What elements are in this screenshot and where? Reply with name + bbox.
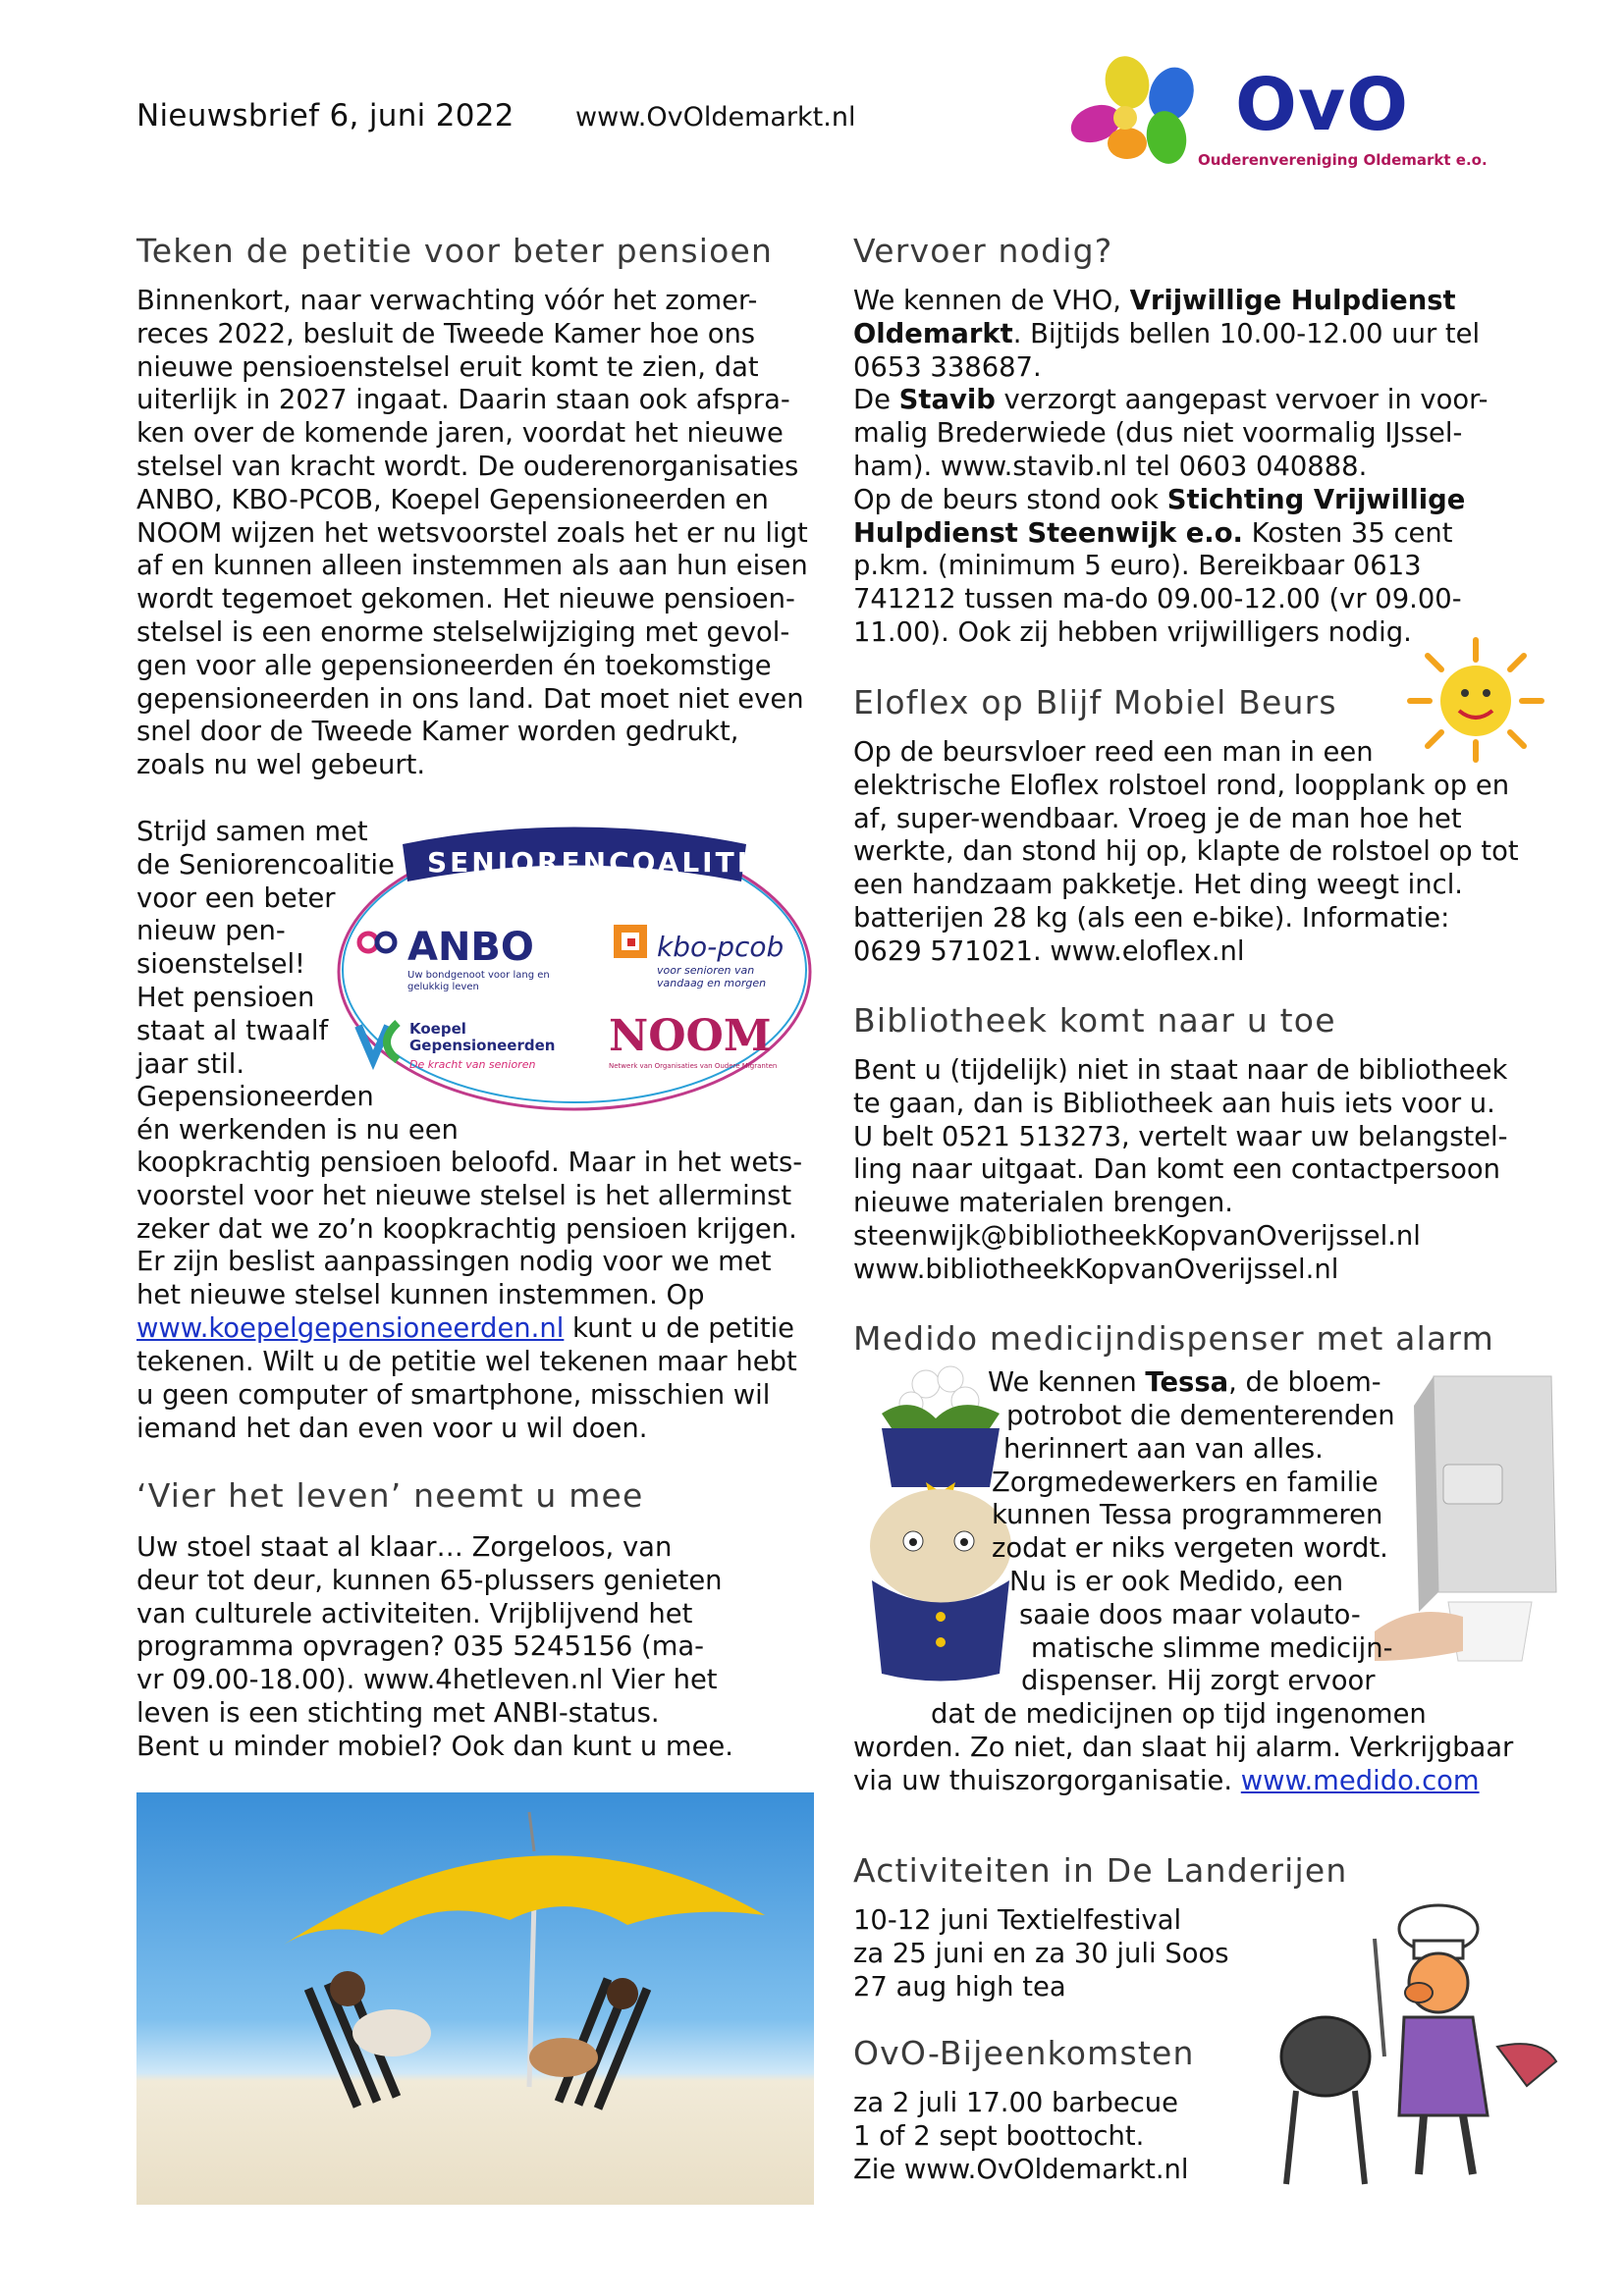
text-line: te gaan, dan is Bibliotheek aan huis iets voor u. [853,1088,1495,1119]
text-line: gepensioneerden in ons land. Dat moet niet even [136,683,804,715]
text-line: programma opvragen? 035 5245156 (ma- [136,1631,705,1663]
text-line: kunnen Tessa programmeren [992,1500,1383,1531]
petition-paragraph [136,285,808,782]
text-line: dispenser. Hij zorgt ervoor [1021,1666,1376,1697]
petition-link-line: www.koepelgepensioneerden.nl kunt u de petitie [136,1313,795,1344]
koepelgepensioneerden-link[interactable]: www.koepelgepensioneerden.nl [136,1313,565,1344]
text-line: zodat er niks vergeten wordt. [992,1533,1388,1565]
text-line: u geen computer of smartphone, misschien wil [136,1379,771,1411]
text-line: matische slimme medicijn- [1031,1632,1393,1664]
kbo-logo-text: kbo-pcob [657,931,785,963]
vier-paragraph [136,1531,733,1764]
text-line: voorstel voor het nieuwe stelsel is het allerminst [136,1180,792,1211]
bieb-heading: Bibliotheek komt naar u toe [853,1001,1336,1040]
text-line: herinnert aan van alles. [1003,1433,1324,1465]
logo-name: OvO [1235,63,1410,147]
text-line: nieuw pen- [136,916,286,947]
text-line: Strijd samen met [136,817,368,847]
text-line: nieuwe materialen brengen. [853,1188,1233,1219]
text-line: af en kunnen alleen instemmen als aan hun eisen [136,551,808,582]
noom-logo-text: NOOM [609,1011,772,1061]
text-line: stelsel is een enorme stelselwijziging met gevol- [136,616,790,648]
text-line: gen voor alle gepensioneerden én toekomstige [136,650,772,681]
text-line: deur tot deur, kunnen 65-plussers genieten [136,1565,723,1596]
text-line: Bent u minder mobiel? Ook dan kunt u mee. [136,1731,733,1762]
text-line: Zorgmedewerkers en familie [992,1467,1379,1498]
text-line: www.bibliotheekKopvanOverijssel.nl [853,1254,1339,1285]
text-line: af, super-wendbaar. Vroeg je de man hoe het [853,803,1462,834]
text-line: Er zijn beslist aanpassingen nodig voor we met [136,1247,772,1278]
eloflex-paragraph [853,736,1519,969]
landerijen-heading: Activiteiten in De Landerijen [853,1851,1348,1890]
list-item: 1 of 2 sept boottocht. [853,2120,1145,2152]
text-line: een handzaam pakketje. Het ding weegt incl. [853,870,1464,901]
text-line: vr 09.00-18.00). www.4hetleven.nl Vier het [136,1665,718,1696]
text-line: ling naar uitgaat. Dan komt een contactpersoon [853,1154,1501,1186]
text-line: stelsel van kracht wordt. De ouderenorganisaties [136,451,799,482]
text-line: elektrische Eloflex rolstoel rond, loopplank op en [853,770,1510,801]
text-line: nieuwe pensioenstelsel eruit komt te zien, dat [136,351,759,383]
logo-subtitle: Ouderenvereniging Oldemarkt e.o. [1198,151,1488,169]
kbo-tagline: voor senioren van vandaag en morgen [657,964,767,989]
vier-heading: ‘Vier het leven’ neemt u mee [136,1476,644,1515]
text-line: van culturele activiteiten. Vrijblijvend het [136,1598,693,1629]
list-item: za 2 juli 17.00 barbecue [853,2088,1178,2118]
text-line: Gepensioneerden [136,1082,374,1113]
text-line: het nieuwe stelsel kunnen instemmen. Op [136,1280,705,1311]
text-line: staat al twaalf [136,1015,329,1046]
text-line: worden. Zo niet, dan slaat hij alarm. Verkrijgbaar [853,1732,1514,1763]
koepel-tagline: De kracht van senioren [409,1058,536,1071]
text-line: sioenstelsel! [136,949,306,981]
text-line: wordt tegemoet gekomen. Het nieuwe pensioen- [136,584,795,615]
eloflex-heading: Eloflex op Blijf Mobiel Beurs [853,683,1337,721]
text-line: batterijen 28 kg (als een e-bike). Informatie: [853,902,1450,934]
medido-heading: Medido medicijndispenser met alarm [853,1319,1494,1358]
text-line: potrobot die dementerenden [1006,1401,1395,1431]
text-line: NOOM wijzen het wetsvoorstel zoals het er nu ligt [136,517,808,549]
text-line: Het pensioen [136,982,315,1013]
text-line: tekenen. Wilt u de petitie wel tekenen maar hebt [136,1347,797,1377]
list-item: 10-12 juni Textielfestival [853,1905,1182,1936]
text-line: 0629 571021. www.eloflex.nl [853,935,1245,967]
text-line: Nu is er ook Medido, een [1009,1566,1344,1597]
text-line: iemand het dan even voor u wil doen. [136,1413,648,1444]
anbo-tagline: Uw bondgenoot voor lang en gelukkig leven [407,970,550,992]
text-line: steenwijk@bibliotheekKopvanOverijssel.nl [853,1220,1421,1252]
list-item: za 25 juni en za 30 juli Soos [853,1938,1229,1969]
header-website[interactable]: www.OvOldemarkt.nl [575,102,856,133]
petition-paragraph-end [136,1346,797,1445]
ovo-logo [1058,53,1500,181]
vervoer-heading: Vervoer nodig? [853,232,1113,270]
medido-last-line: via uw thuiszorgorganisatie. www.medido.com [853,1766,1480,1796]
text-line: zoals nu wel gebeurt. [136,750,426,781]
landerijen-list [853,1904,1229,2003]
text-line: snel door de Tweede Kamer worden gedrukt, [136,717,739,748]
list-item: Zie www.OvOldemarkt.nl [853,2154,1189,2185]
bieb-paragraph [853,1054,1508,1287]
barbecue-chef-icon [1276,1899,1561,2194]
text-line: saaie doos maar volauto- [1019,1599,1361,1630]
text-line: jaar stil. [136,1048,245,1080]
medido-line1: We kennen Tessa, de bloem- [988,1367,1381,1398]
medido-link[interactable]: www.medido.com [1240,1766,1480,1796]
noom-tagline: Netwerk van Organisaties van Oudere Migranten [609,1062,778,1070]
koepel-logo-text: Koepel Gepensioneerden [409,1020,556,1054]
text-line: zeker dat we zo’n koopkrachtig pensioen krijgen. [136,1213,797,1245]
text-line: dat de medicijnen op tijd ingenomen [931,1699,1427,1731]
text-line: Bent u (tijdelijk) niet in staat naar de bibliotheek [853,1055,1508,1086]
newsletter-title: Nieuwsbrief 6, juni 2022 [136,98,514,133]
text-line: leven is een stichting met ANBI-status. [136,1697,660,1729]
text-line: Op de beursvloer reed een man in een [853,737,1374,768]
list-item: 27 aug high tea [853,1971,1066,2002]
text-line: koopkrachtig pensioen beloofd. Maar in het wets- [136,1148,803,1178]
beach-umbrella-photo [136,1792,814,2205]
text-line: uiterlijk in 2027 ingaat. Daarin staan ook afspra- [136,385,790,416]
vervoer-paragraph: We kennen de VHO, Vrijwillige Hulpdienst Oldemarkt. Bijtijds bellen 10.00-12.00 uur tel 0653 338687. De Stavib verzorgt aangepast vervoer in voor- malig Brederwiede (dus niet voormalig IJssel- ham). www.stavib.nl tel 0603 040888. Op de beurs stond ook Stichting Vrijwillige Hulpdienst Steenwijk e.o. Kosten 35 cent p.km. (minimum 5 euro). Bereikbaar 0613 741212 tussen ma-do 09.00-12.00 (vr 09.00- 11.00). Ook zij hebben vrijwilligers nodig. [853,286,1489,648]
seniorencoalitie-logo [329,815,820,1114]
text-line: U belt 0521 513273, vertelt waar uw belangstel- [853,1121,1508,1152]
petition-heading: Teken de petitie voor beter pensioen [136,232,774,270]
text-line: reces 2022, besluit de Tweede Kamer hoe ons [136,318,756,349]
coalition-banner: SENIORENCOALITIE [427,846,773,879]
text-line: ken over de komende jaren, voordat het nieuwe [136,418,784,450]
text-line: ANBO, KBO-PCOB, Koepel Gepensioneerden en [136,484,769,515]
text-line: werkte, dan stond hij op, klapte de rolstoel op tot [853,836,1519,868]
text-line: Uw stoel staat al klaar… Zorgeloos, van [136,1532,673,1563]
coalition-paragraph-full [136,1147,802,1312]
text-line: voor een beter [136,882,336,914]
bijeenkomsten-heading: OvO-Bijeenkomsten [853,2034,1195,2072]
medido-paragraph [853,1400,1513,1765]
text-line: Binnenkort, naar verwachting vóór het zomer- [136,286,758,316]
bijeenkomsten-list [853,2087,1189,2186]
text-line: én werkenden is nu een [136,1115,459,1147]
text-line: de Seniorencoalitie [136,849,395,881]
anbo-logo-text: ANBO [407,925,534,970]
